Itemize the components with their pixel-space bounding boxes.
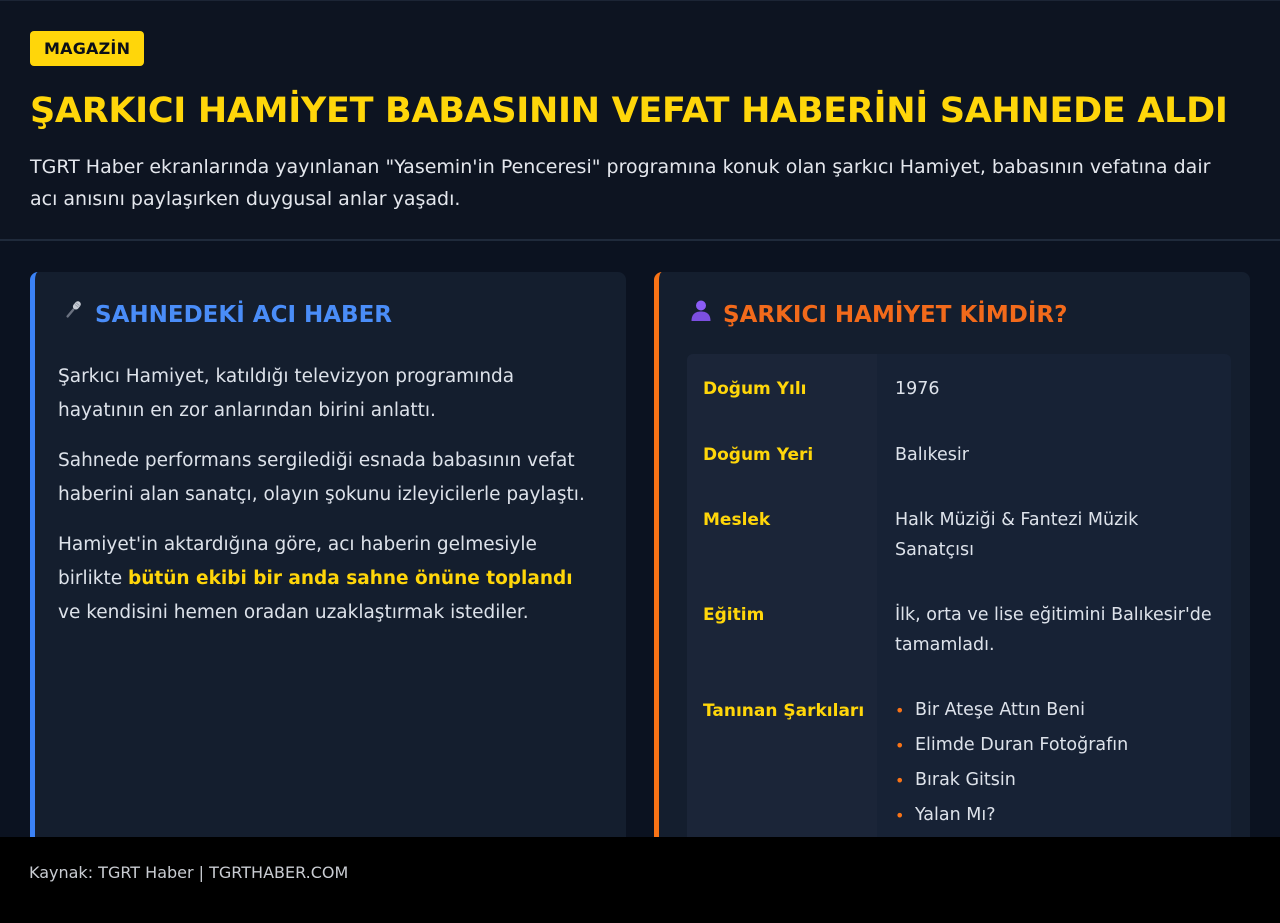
lede-paragraph: TGRT Haber ekranlarında yayınlanan "Yasemin'in Penceresi" programına konuk olan şarkıcı Hamiyet, babasının vefatına dair acı anısını paylaşırken duygusal anlar yaşadı. [30,156,1211,210]
headline: ŞARKICI HAMİYET BABASININ VEFAT HABERİNİ SAHNEDE ALDI [30,91,1228,131]
profile-card-title [689,298,1067,332]
song-item [895,798,1215,833]
news-paragraph-3-start: Hamiyet'in aktardığına göre, acı haberin gelmesiyle birlikte [58,534,537,589]
news-paragraph-1: Şarkıcı Hamiyet, katıldığı televizyon programında hayatının en zor anlarından birini anlattı. [58,366,515,421]
row-label: Eğitim [703,605,765,625]
row-label: Tanınan Şarkıları [703,701,865,721]
bullet-icon: • [895,806,905,825]
profile-card-title-text: ŞARKICI HAMİYET KİMDİR? [723,302,1068,328]
news-card-title-text: SAHNEDEKİ ACI HABER [95,302,393,328]
news-paragraph-3-end: ve kendisini hemen oradan uzaklaştırmak istediler. [58,602,529,623]
profile-table [687,354,1231,837]
bullet-icon: • [895,701,905,720]
news-card [30,272,626,837]
row-value: Halk Müziği & Fantezi Müzik Sanatçısı [895,510,1139,560]
bullet-icon: • [895,736,905,755]
song-title: Elimde Duran Fotoğrafın [915,735,1129,755]
footer-bar [0,837,1280,923]
song-title: Yalan Mı? [915,805,996,825]
news-paragraph-2: Sahnede performans sergilediği esnada babasının vefat haberini alan sanatçı, olayın şokunu izleyicilerle paylaştı. [58,450,585,505]
news-body [58,360,598,646]
profile-label-column [687,354,877,837]
row-value: Balıkesir [895,445,969,465]
song-list [895,693,1215,833]
song-item [895,763,1215,798]
song-item [895,693,1215,728]
row-value: İlk, orta ve lise eğitimini Balıkesir'de tamamladı. [895,605,1212,655]
row-label: Doğum Yılı [703,379,807,399]
news-paragraph-3 [58,528,598,630]
news-card-title [61,298,392,332]
person-icon [689,298,713,332]
source-credit: Kaynak: TGRT Haber | TGRTHABER.COM [29,863,349,882]
song-title: Bırak Gitsin [915,770,1016,790]
profile-card [654,272,1250,837]
song-item [895,728,1215,763]
song-title: Bir Ateşe Attın Beni [915,700,1085,720]
bullet-icon: • [895,771,905,790]
row-label: Meslek [703,510,771,530]
article-header [0,0,1280,241]
news-highlight: bütün ekibi bir anda sahne önüne toplandı [128,568,573,589]
row-label: Doğum Yeri [703,445,814,465]
category-badge: MAGAZİN [30,31,144,66]
row-value: 1976 [895,379,940,399]
row-value [895,693,1215,833]
microphone-icon [61,298,85,332]
